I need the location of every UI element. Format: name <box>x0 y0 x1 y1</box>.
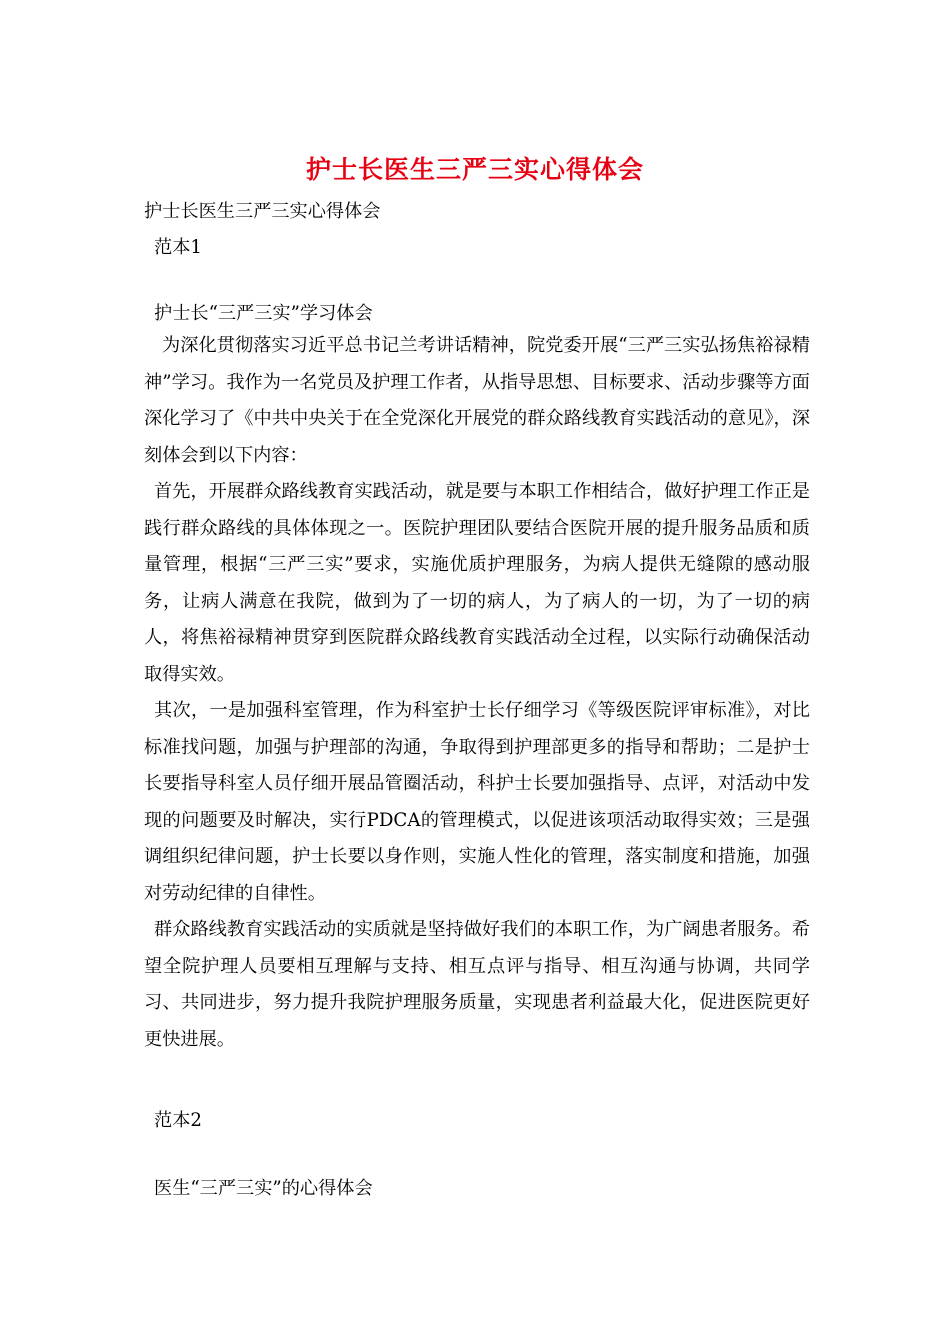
paragraph-1: 为深化贯彻落实习近平总书记兰考讲话精神，院党委开展“三严三实弘扬焦裕禄精神”学习。我作为一名党员及护理工作者，从指导思想、目标要求、活动步骤等方面深化学习了《中共中央关于在全党深化开展党的群众路线教育实践活动的意见》，深刻体会到以下内容： <box>144 335 810 466</box>
paragraph-2-block <box>144 474 810 693</box>
sample1-label: 范本1 <box>154 237 202 258</box>
sample1-heading: 护士长“三严三实”学习体会 <box>154 303 373 324</box>
paragraph-4-block <box>144 912 810 1058</box>
paragraph-2: 首先，开展群众路线教育实践活动，就是要与本职工作相结合，做好护理工作正是践行群众路线的具体体现之一。医院护理团队要结合医院开展的提升服务品质和质量管理，根据“三严三实”要求，实施优质护理服务，为病人提供无缝隙的感动服务，让病人满意在我院，做到为了一切的病人，为了病人的一切，为了一切的病人，将焦裕禄精神贯穿到医院群众路线教育实践活动全过程，以实际行动确保活动取得实效。 <box>144 481 810 685</box>
paragraph-1-block <box>144 328 810 474</box>
sample2-label: 范本2 <box>154 1110 202 1131</box>
document-title: 护士长医生三严三实心得体会 <box>305 155 644 184</box>
sample2-heading: 医生“三严三实”的心得体会 <box>154 1178 373 1199</box>
paragraph-4: 群众路线教育实践活动的实质就是坚持做好我们的本职工作，为广阔患者服务。希望全院护理人员要相互理解与支持、相互点评与指导、相互沟通与协调，共同学习、共同进步，努力提升我院护理服务质量，实现患者利益最大化，促进医院更好更快进展。 <box>144 919 810 1050</box>
document-subtitle: 护士长医生三严三实心得体会 <box>144 201 381 222</box>
paragraph-3: 其次，一是加强科室管理，作为科室护士长仔细学习《等级医院评审标准》，对比标准找问题，加强与护理部的沟通，争取得到护理部更多的指导和帮助；二是护士长要指导科室人员仔细开展品管圈活动，科护士长要加强指导、点评，对活动中发现的问题要及时解决，实行PDCA的管理模式，以促进该项活动取得实效；三是强调组织纪律问题，护士长要以身作则，实施人性化的管理，落实制度和措施，加强对劳动纪律的自律性。 <box>144 700 810 904</box>
paragraph-3-block <box>144 693 810 912</box>
